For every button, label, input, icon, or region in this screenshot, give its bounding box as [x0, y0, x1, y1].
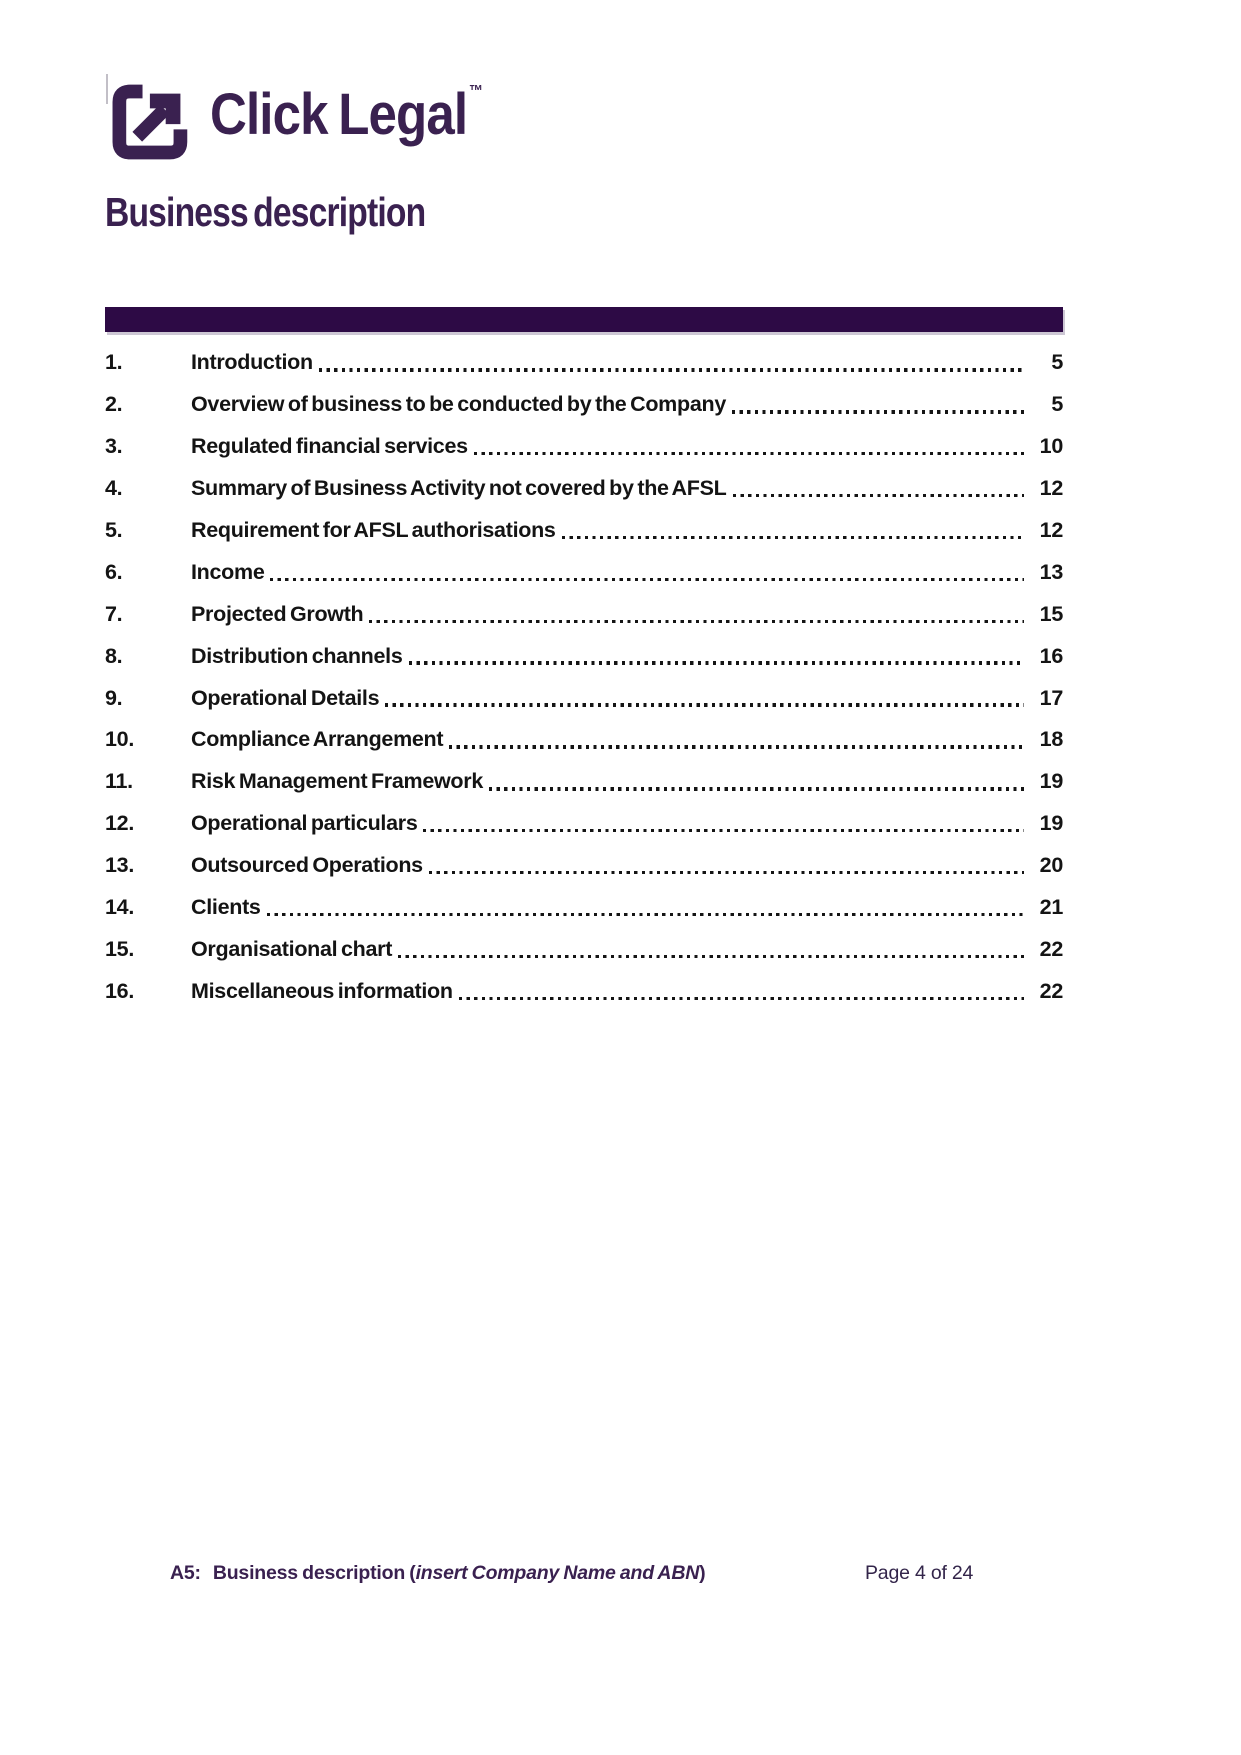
- dot-leader: [489, 787, 1024, 790]
- toc-entry-page: 10: [1039, 434, 1063, 459]
- dot-leader: [449, 745, 1024, 748]
- toc-entry-number: 11.: [105, 769, 133, 794]
- toc-entry-page: 13: [1039, 559, 1063, 584]
- toc-entry-label: Regulated financial services: [191, 434, 468, 459]
- dot-leader: [423, 829, 1024, 832]
- toc-entry-page: 19: [1039, 769, 1063, 794]
- toc-entry-number: 7.: [105, 601, 123, 626]
- toc-entry-number: 16.: [105, 978, 134, 1003]
- dot-leader: [429, 871, 1024, 874]
- toc-entry-label: Operational particulars: [191, 811, 418, 836]
- dot-leader: [267, 913, 1024, 916]
- toc-entry-label: Miscellaneous information: [191, 978, 453, 1003]
- toc-entry[interactable]: [105, 510, 1063, 552]
- toc-entry[interactable]: [105, 677, 1063, 719]
- toc-entry-page: 21: [1039, 895, 1063, 920]
- toc-entry[interactable]: [105, 635, 1063, 677]
- toc-entry-number: 9.: [105, 685, 123, 710]
- dot-leader: [474, 452, 1024, 455]
- toc-entry-label: Summary of Business Activity not covered by the AFSL: [191, 476, 727, 501]
- dot-leader: [409, 661, 1025, 664]
- text-cursor-mark: [106, 74, 108, 104]
- toc-entry-number: 1.: [105, 350, 123, 375]
- dot-leader: [733, 494, 1025, 497]
- toc-entry-label: Distribution channels: [191, 643, 403, 668]
- toc-entry[interactable]: [105, 593, 1063, 635]
- toc-entry-label: Compliance Arrangement: [191, 727, 444, 752]
- toc-entry-number: 10.: [105, 727, 134, 752]
- toc-entry[interactable]: [105, 761, 1063, 803]
- toc-entry-number: 13.: [105, 853, 134, 878]
- toc-entry-label: Risk Management Framework: [191, 769, 483, 794]
- toc-entry-label: Overview of business to be conducted by the Company: [191, 392, 726, 417]
- toc-entry-number: 5.: [105, 518, 123, 542]
- dot-leader: [398, 955, 1024, 958]
- toc-entry-page: 20: [1039, 853, 1063, 878]
- footer-doc-reference: [170, 1562, 705, 1585]
- toc-entry[interactable]: [105, 887, 1063, 929]
- toc-entry-label: Operational Details: [191, 685, 380, 710]
- brand-name: Click Legal ™: [210, 82, 484, 147]
- footer-doc-title-italic: insert Company Name and ABN: [415, 1562, 700, 1584]
- dot-leader: [270, 578, 1024, 581]
- title-divider-bar: [105, 307, 1063, 332]
- toc-entry[interactable]: [105, 928, 1063, 970]
- dot-leader: [459, 997, 1024, 1000]
- footer-doc-code: A5:: [170, 1562, 201, 1584]
- toc-entry[interactable]: [105, 384, 1063, 426]
- toc-entry-label: Projected Growth: [191, 601, 364, 626]
- toc-entry-page: 12: [1039, 518, 1063, 542]
- toc-entry-number: 4.: [105, 476, 123, 501]
- toc-entry[interactable]: [105, 468, 1063, 510]
- toc-entry[interactable]: [105, 845, 1063, 887]
- toc-entry-number: 15.: [105, 936, 134, 961]
- toc-entry-page: 22: [1039, 978, 1063, 1003]
- trademark-symbol: ™: [468, 83, 484, 100]
- toc-entry-page: 16: [1039, 643, 1063, 668]
- toc-entry-label: Introduction: [191, 350, 313, 375]
- toc-entry-label: Requirement for AFSL authorisations: [191, 518, 556, 542]
- toc-entry-page: 22: [1039, 936, 1063, 961]
- dot-leader: [369, 620, 1024, 623]
- toc-entry-number: 12.: [105, 811, 134, 836]
- toc-entry[interactable]: [105, 551, 1063, 593]
- dot-leader: [319, 368, 1024, 371]
- footer-doc-title-close: ): [699, 1562, 706, 1584]
- toc-entry-number: 14.: [105, 895, 134, 920]
- brand-logo: [112, 76, 520, 162]
- footer-page-indicator: Page 4 of 24: [865, 1562, 974, 1584]
- toc-entry-number: 8.: [105, 643, 123, 668]
- toc-entry[interactable]: [105, 970, 1063, 1012]
- page-title: Business description: [105, 189, 426, 235]
- toc-entry-page: 18: [1039, 727, 1063, 752]
- toc-entry[interactable]: [105, 803, 1063, 845]
- external-link-arrow-icon: [112, 82, 192, 162]
- toc-entry-label: Outsourced Operations: [191, 853, 423, 878]
- toc-entry-page: 12: [1039, 476, 1063, 501]
- dot-leader: [562, 536, 1024, 539]
- toc-entry[interactable]: [105, 719, 1063, 761]
- toc-entry-number: 3.: [105, 434, 123, 459]
- dot-leader: [385, 703, 1024, 706]
- toc-entry-number: 6.: [105, 559, 123, 584]
- toc-entry-page: 17: [1039, 685, 1063, 710]
- toc-entry-page: 15: [1039, 601, 1063, 626]
- footer-doc-title: Business description (: [212, 1562, 416, 1584]
- toc-entry-page: 5: [1051, 392, 1063, 417]
- toc-entry-number: 2.: [105, 392, 123, 417]
- toc-entry[interactable]: [105, 426, 1063, 468]
- toc-entry-label: Income: [191, 559, 265, 584]
- table-of-contents: [105, 342, 1063, 1012]
- toc-entry-label: Clients: [191, 895, 261, 920]
- toc-entry-label: Organisational chart: [191, 936, 393, 961]
- toc-entry-page: 5: [1051, 350, 1063, 375]
- toc-entry-page: 19: [1039, 811, 1063, 836]
- toc-entry[interactable]: [105, 342, 1063, 384]
- dot-leader: [732, 410, 1024, 413]
